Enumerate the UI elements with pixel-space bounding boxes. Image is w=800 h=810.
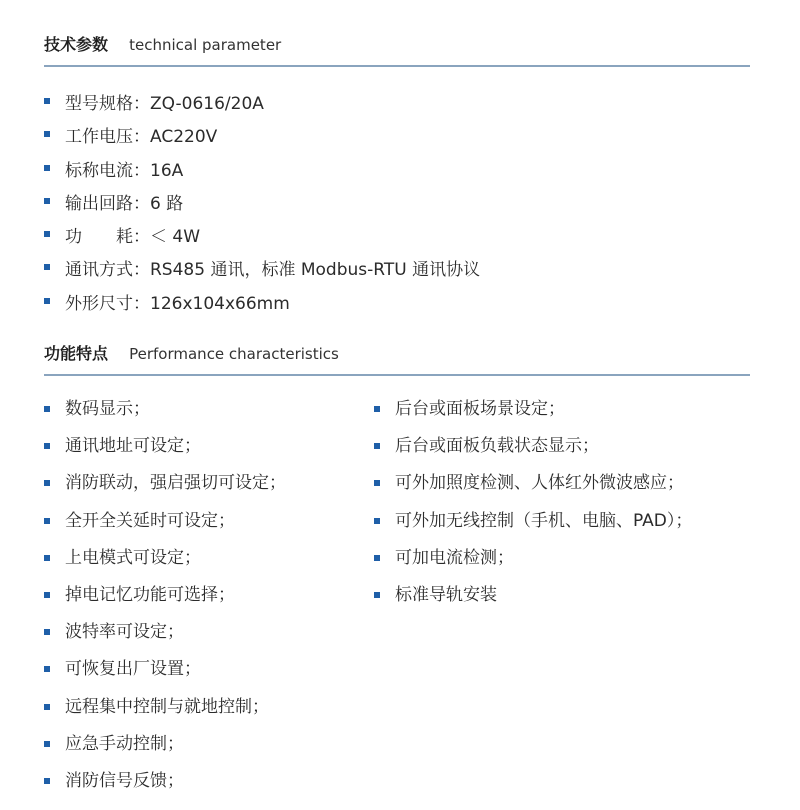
bullet-square-icon [44, 131, 50, 137]
list-item: 数码显示； [44, 397, 286, 434]
list-item: 后台或面板场景设定； [374, 397, 692, 434]
list-item: 远程集中控制与就地控制； [44, 695, 286, 732]
list-item: 标准导轨安装 [374, 583, 692, 620]
bullet-square-icon [44, 666, 50, 672]
list-item: 后台或面板负载状态显示； [374, 434, 692, 471]
list-item: 功 耗：＜ 4W [44, 225, 480, 258]
bullet-square-icon [44, 480, 50, 486]
bullet-square-icon [44, 704, 50, 710]
list-item: 通讯地址可设定； [44, 434, 286, 471]
section-title-en: technical parameter [129, 36, 282, 54]
list-item: 上电模式可设定； [44, 546, 286, 583]
bullet-square-icon [374, 480, 380, 486]
bullet-square-icon [44, 406, 50, 412]
section-title-en: Performance characteristics [129, 345, 339, 363]
bullet-square-icon [374, 406, 380, 412]
list-item: 可加电流检测； [374, 546, 692, 583]
list-item: 应急手动控制； [44, 732, 286, 769]
bullet-square-icon [44, 264, 50, 270]
list-item: 工作电压：AC220V [44, 125, 480, 158]
list-item: 可恢复出厂设置； [44, 657, 286, 694]
bullet-square-icon [44, 198, 50, 204]
list-item: 标称电流：16A [44, 159, 480, 192]
feature-list-right [374, 397, 692, 620]
list-item: 消防联动，强启强切可设定； [44, 471, 286, 508]
section-title-zh: 功能特点 [44, 344, 109, 363]
technical-parameter-list [44, 92, 480, 325]
bullet-square-icon [44, 231, 50, 237]
bullet-square-icon [44, 298, 50, 304]
bullet-square-icon [44, 629, 50, 635]
list-item: 消防信号反馈； [44, 769, 286, 806]
list-item: 全开全关延时可设定； [44, 509, 286, 546]
bullet-square-icon [44, 98, 50, 104]
bullet-square-icon [374, 518, 380, 524]
list-item: 外形尺寸：126x104x66mm [44, 292, 480, 325]
list-item: 掉电记忆功能可选择； [44, 583, 286, 620]
list-item: 可外加无线控制（手机、电脑、PAD）； [374, 509, 692, 546]
performance-characteristics-header [44, 341, 750, 376]
list-item: 波特率可设定； [44, 620, 286, 657]
list-item: 型号规格：ZQ-0616/20A [44, 92, 480, 125]
section-title-zh: 技术参数 [44, 35, 109, 54]
feature-list-left [44, 397, 286, 806]
bullet-square-icon [44, 741, 50, 747]
bullet-square-icon [44, 555, 50, 561]
bullet-square-icon [44, 592, 50, 598]
bullet-square-icon [374, 592, 380, 598]
bullet-square-icon [44, 778, 50, 784]
technical-parameter-header [44, 32, 750, 67]
bullet-square-icon [374, 555, 380, 561]
list-item: 输出回路：6 路 [44, 192, 480, 225]
bullet-square-icon [44, 443, 50, 449]
list-item: 可外加照度检测、人体红外微波感应； [374, 471, 692, 508]
bullet-square-icon [374, 443, 380, 449]
bullet-square-icon [44, 518, 50, 524]
list-item: 通讯方式：RS485 通讯，标准 Modbus-RTU 通讯协议 [44, 258, 480, 291]
bullet-square-icon [44, 165, 50, 171]
